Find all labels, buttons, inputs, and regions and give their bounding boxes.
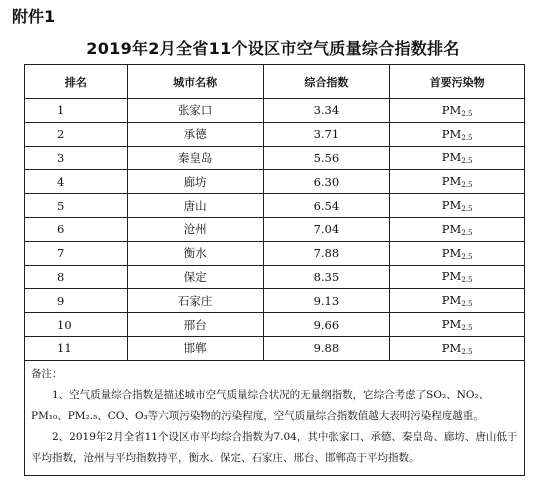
- header-index: 综合指数: [263, 65, 390, 99]
- index-cell: 9.66: [263, 313, 390, 337]
- pollutant-cell: [390, 122, 525, 146]
- city-cell: 邯郸: [127, 336, 263, 360]
- city-cell: 唐山: [127, 194, 263, 218]
- city-cell: 廊坊: [127, 170, 263, 194]
- rank-cell: 1: [25, 99, 128, 123]
- attachment-label: 附件1: [12, 7, 56, 26]
- pollutant-subscript: 2.5: [461, 252, 473, 261]
- table-row: [25, 336, 525, 360]
- pollutant-cell: [390, 99, 525, 123]
- table-row: [25, 289, 525, 313]
- pollutant-cell: [390, 265, 525, 289]
- table-row: [25, 217, 525, 241]
- table-row: [25, 99, 525, 123]
- pollutant-name: PM: [441, 150, 462, 165]
- pollutant-name: PM: [441, 126, 462, 141]
- rank-cell: 5: [25, 194, 128, 218]
- pollutant-cell: [390, 194, 525, 218]
- rank-cell: 4: [25, 170, 128, 194]
- rank-cell: 7: [25, 241, 128, 265]
- rank-cell: 3: [25, 146, 128, 170]
- pollutant-name: PM: [441, 245, 462, 260]
- index-cell: 3.71: [263, 122, 390, 146]
- rank-cell: 2: [25, 122, 128, 146]
- index-cell: 8.35: [263, 265, 390, 289]
- header-rank: 排名: [25, 65, 128, 99]
- index-cell: 6.54: [263, 194, 390, 218]
- pollutant-subscript: 2.5: [461, 109, 473, 118]
- rank-cell: 8: [25, 265, 128, 289]
- index-cell: 5.56: [263, 146, 390, 170]
- document-title: 2019年2月全省11个设区市空气质量综合指数排名: [86, 39, 460, 58]
- pollutant-subscript: 2.5: [461, 133, 473, 142]
- city-cell: 沧州: [127, 217, 263, 241]
- city-cell: 邢台: [127, 313, 263, 337]
- index-cell: 9.13: [263, 289, 390, 313]
- pollutant-subscript: 2.5: [461, 300, 473, 309]
- header-city: 城市名称: [127, 65, 263, 99]
- pollutant-name: PM: [441, 340, 462, 355]
- notes-row: [25, 360, 525, 475]
- city-cell: 石家庄: [127, 289, 263, 313]
- pollutant-subscript: 2.5: [461, 157, 473, 166]
- city-cell: 承德: [127, 122, 263, 146]
- city-cell: 张家口: [127, 99, 263, 123]
- pollutant-subscript: 2.5: [461, 276, 473, 285]
- pollutant-cell: [390, 146, 525, 170]
- pollutant-name: PM: [441, 174, 462, 189]
- rank-cell: 10: [25, 313, 128, 337]
- index-cell: 9.88: [263, 336, 390, 360]
- table-row: [25, 313, 525, 337]
- ranking-table: [24, 64, 525, 476]
- pollutant-cell: [390, 217, 525, 241]
- rank-cell: 11: [25, 336, 128, 360]
- pollutant-subscript: 2.5: [461, 347, 473, 356]
- pollutant-subscript: 2.5: [461, 205, 473, 214]
- pollutant-cell: [390, 336, 525, 360]
- pollutant-name: PM: [441, 221, 462, 236]
- index-cell: 6.30: [263, 170, 390, 194]
- rank-cell: 9: [25, 289, 128, 313]
- notes-cell: [25, 360, 525, 475]
- table-row: [25, 122, 525, 146]
- index-cell: 3.34: [263, 99, 390, 123]
- note-2: 2、2019年2月全省11个设区市平均综合指数为7.04，其中张家口、承德、秦皇岛、廊坊、唐山低于平均指数，沧州与平均指数持平，衡水、保定、石家庄、邢台、邯郸高于平均指数。: [31, 430, 518, 464]
- city-cell: 秦皇岛: [127, 146, 263, 170]
- note-1: 1、空气质量综合指数是描述城市空气质量综合状况的无量纲指数，它综合考虑了SO₂、NO₂、PM₁₀、PM₂.₅、CO、O₃等六项污染物的污染程度，空气质量综合指数值越大表明污染程度越重。: [31, 388, 490, 422]
- table-row: [25, 241, 525, 265]
- table-row: [25, 194, 525, 218]
- pollutant-cell: [390, 289, 525, 313]
- pollutant-name: PM: [441, 269, 462, 284]
- table-row: [25, 170, 525, 194]
- pollutant-name: PM: [441, 293, 462, 308]
- city-cell: 保定: [127, 265, 263, 289]
- pollutant-name: PM: [441, 102, 462, 117]
- header-pollutant: 首要污染物: [390, 65, 525, 99]
- pollutant-cell: [390, 170, 525, 194]
- pollutant-subscript: 2.5: [461, 324, 473, 333]
- pollutant-name: PM: [441, 317, 462, 332]
- pollutant-subscript: 2.5: [461, 228, 473, 237]
- table-header-row: [25, 65, 525, 99]
- notes-heading: 备注：: [31, 367, 63, 380]
- index-cell: 7.04: [263, 217, 390, 241]
- table-row: [25, 265, 525, 289]
- pollutant-subscript: 2.5: [461, 181, 473, 190]
- city-cell: 衡水: [127, 241, 263, 265]
- rank-cell: 6: [25, 217, 128, 241]
- pollutant-name: PM: [441, 198, 462, 213]
- pollutant-cell: [390, 241, 525, 265]
- pollutant-cell: [390, 313, 525, 337]
- table-row: [25, 146, 525, 170]
- index-cell: 7.88: [263, 241, 390, 265]
